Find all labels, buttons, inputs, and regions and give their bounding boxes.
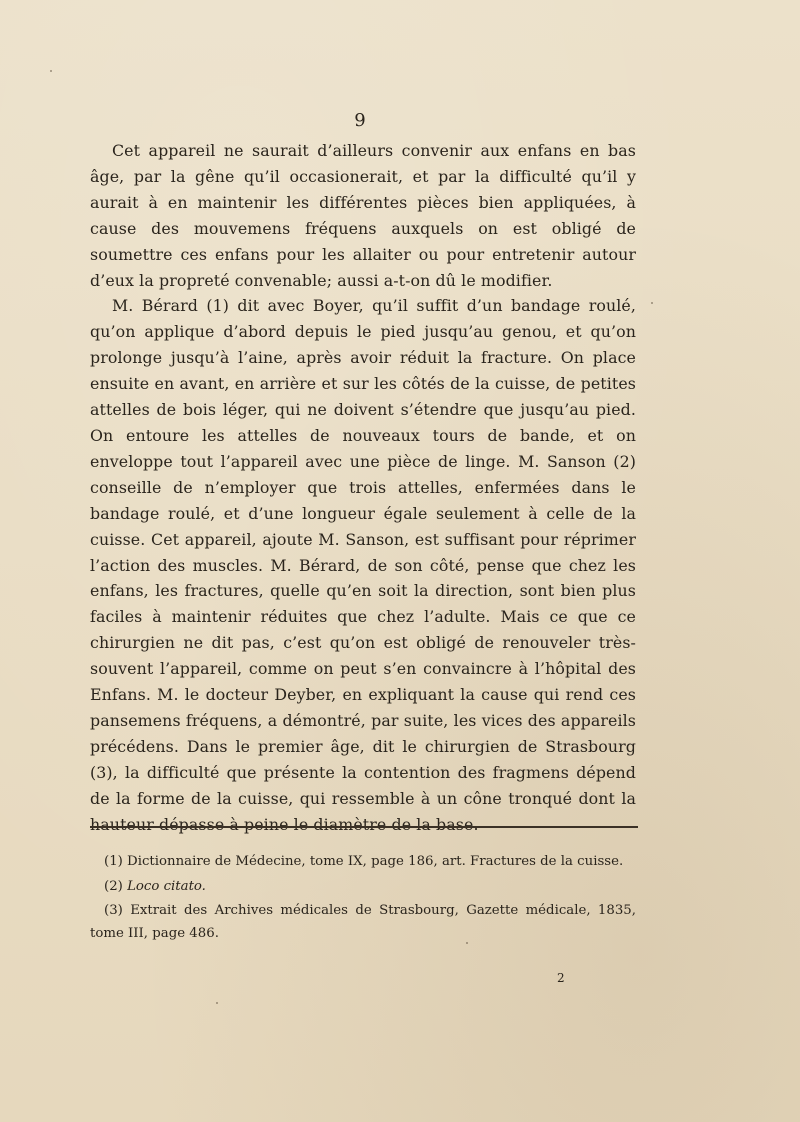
- paragraph: M. Bérard (1) dit avec Boyer, qu’il suffit d’un bandage roulé, qu’on applique d’abord depuis le pied jusqu’au genou, et qu’on prolonge jusqu’à l’aine, après avoir réduit la fracture. On place ensuite en avant, en arrière et sur les côtés de la cuisse, de petites attelles de bois léger, qui ne doivent s’étendre que jusqu’au pied. On entoure les attelles de nouveaux tours de bande, et on enveloppe tout l’appareil avec une pièce de linge. M. Sanson (2) conseille de n’employer que trois attelles, enfermées dans le bandage roulé, et d’une longueur égale seulement à celle de la cuisse. Cet appareil, ajoute M. Sanson, est suffisant pour réprimer l’action des muscles. M. Bérard, de son côté, pense que chez les enfans, les fractures, quelle qu’en soit la direction, sont bien plus faciles à maintenir réduites que chez l’adulte. Mais ce que ce chirurgien ne dit pas, c’est qu’on est obligé de renouveler très-souvent l’appareil, comme on peut s’en convaincre à l’hôpital des Enfans. M. le docteur Deyber, en expliquant la cause qui rend ces pansemens fréquens, a démontré, par suite, les vices des appareils précédens. Dans le premier âge, dit le chirurgien de Strasbourg (3), la difficulté que présente la contention des fragmens dépend de la forme de la cuisse, qui ressemble à un cône tronqué dont la hauteur dépasse à peine le diamètre de la base.: [90, 296, 636, 834]
- footnote-3: (3) Extrait des Archives médicales de Strasbourg, Gazette médicale, 1835, tome III, page 486.: [90, 903, 636, 941]
- body-text: [90, 138, 636, 837]
- footnote-1: (1) Dictionnaire de Médecine, tome IX, page 186, art. Fractures de la cuisse.: [104, 854, 624, 869]
- footnote-separator-rule: [90, 826, 638, 828]
- paper-speck: [651, 302, 653, 304]
- footnote-2-marker: (2): [104, 878, 123, 894]
- footnote-2-text: Loco citato.: [127, 878, 206, 894]
- paragraph: Cet appareil ne saurait d’ailleurs convenir aux enfans en bas âge, par la gêne qu’il occasionerait, et par la difficulté qu’il y aurait à en maintenir les différentes pièces bien appliquées, à cause des mouvemens fréquens auxquels on est obligé de soumettre ces enfans pour les allaiter ou pour entretenir autour d’eux la propreté convenable; aussi a-t-on dû le modifier.: [90, 141, 636, 290]
- footnote-2: [90, 876, 636, 899]
- signature-mark: 2: [557, 971, 565, 985]
- footnotes: [90, 851, 636, 947]
- paper-speck: [50, 70, 52, 72]
- page-number: 9: [354, 110, 366, 131]
- paper-speck: [466, 942, 468, 944]
- paper-speck: [216, 1002, 218, 1004]
